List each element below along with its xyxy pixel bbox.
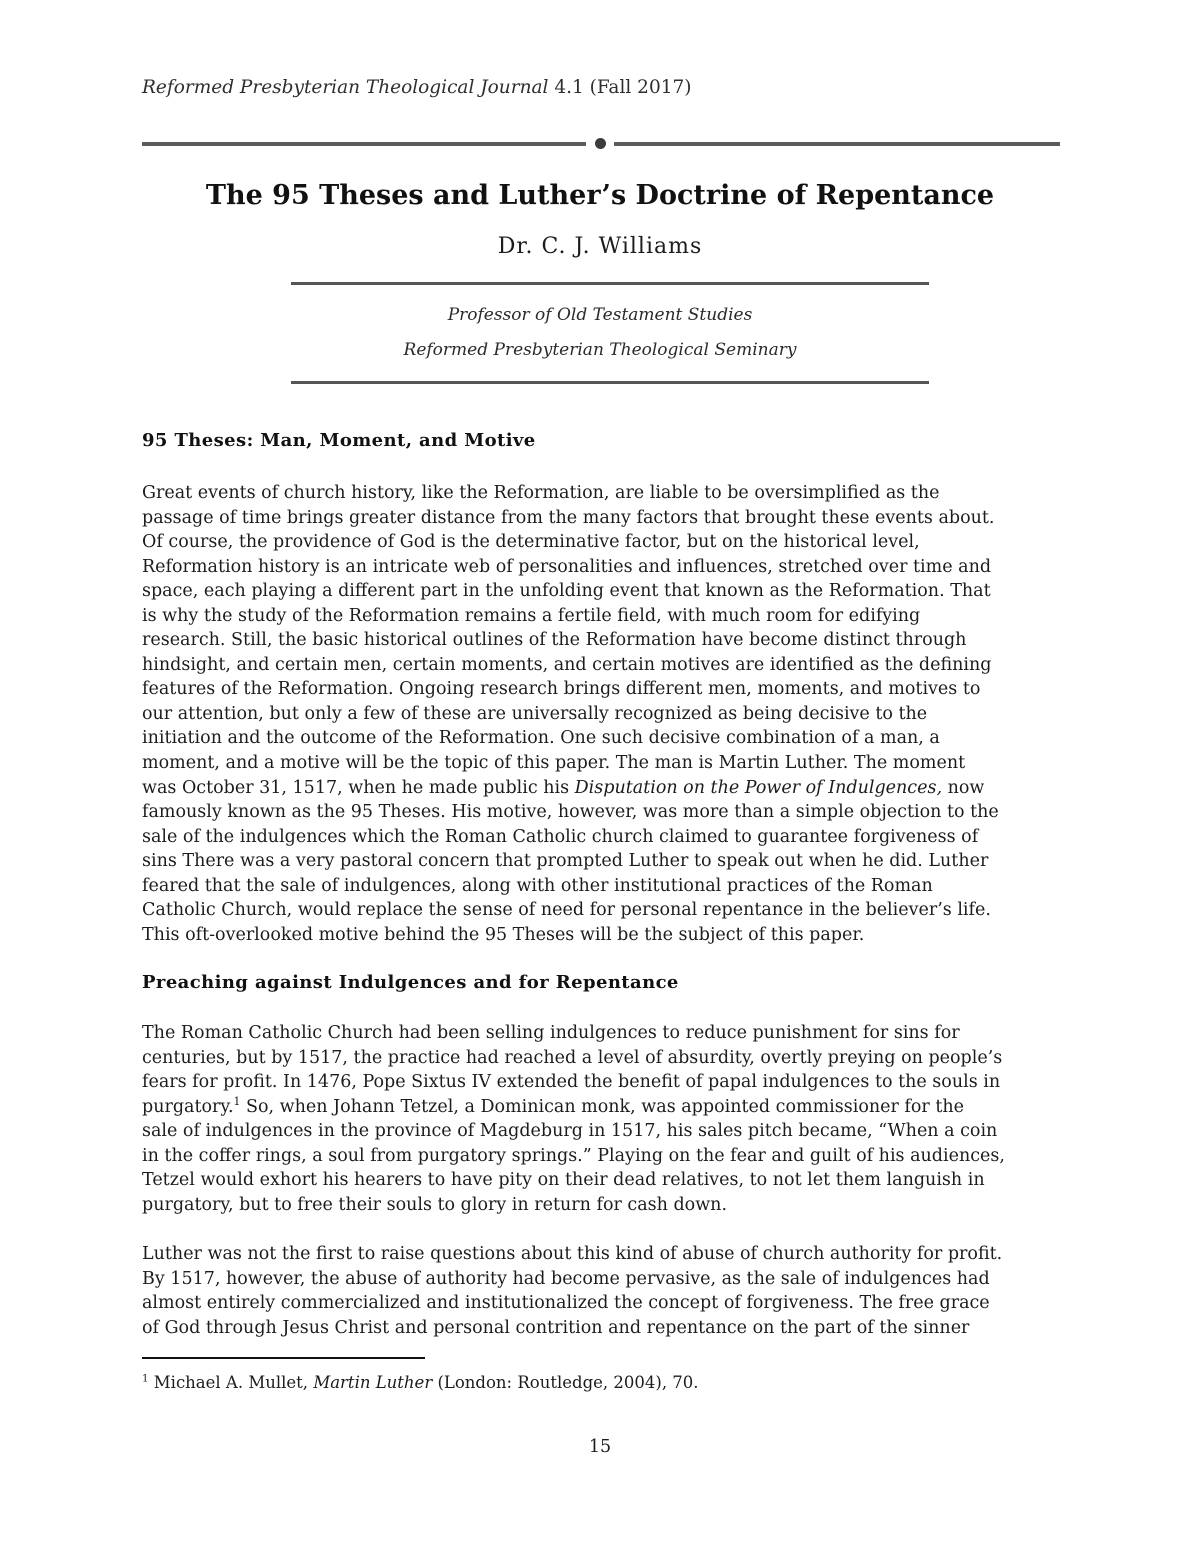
- paragraph: [142, 1242, 1060, 1340]
- text-run: of God through Jesus Christ and personal contrition and repentance on the part of the sinner: [142, 1317, 970, 1338]
- text-run: The Roman Catholic Church had been selling indulgences to reduce punishment for sins for: [142, 1023, 960, 1043]
- text-line: [142, 481, 1060, 506]
- text-run: Of course, the providence of God is the determinative factor, but on the historical level,: [142, 532, 920, 553]
- footnote-mark: 1: [142, 1373, 149, 1385]
- text-run: passage of time brings greater distance from the many factors that brought these events about.: [142, 507, 995, 528]
- text-run: sale of indulgences in the province of Magdeburg in 1517, his sales pitch became, “When a coin: [142, 1121, 998, 1142]
- text-line: [142, 1144, 1060, 1169]
- text-run: feared that the sale of indulgences, along with other institutional practices of the Roman: [142, 875, 933, 896]
- text-line: [142, 604, 1060, 629]
- text-run: our attention, but only a few of these are universally recognized as being decisive to the: [142, 703, 928, 724]
- footnote-author: Michael A. Mullet,: [153, 1373, 309, 1392]
- text-line: [142, 677, 1060, 702]
- text-run: space, each playing a different part in the unfolding event that known as the Reformation. That: [142, 581, 991, 602]
- author-institution: Reformed Presbyterian Theological Seminary: [403, 340, 797, 360]
- text-line: [142, 1242, 1060, 1267]
- text-run: is why the study of the Reformation remains a fertile field, with much room for edifying: [142, 605, 921, 626]
- text-line: [142, 1316, 1060, 1341]
- text-run: Great events of church history, like the Reformation, are liable to be oversimplified as the: [142, 483, 940, 503]
- footnote-publication: (London: Routledge, 2004), 70.: [437, 1373, 699, 1392]
- text-run: was October 31, 1517, when he made public his: [142, 777, 575, 798]
- journal-issue: 4.1 (Fall 2017): [554, 77, 692, 98]
- text-line: [142, 849, 1060, 874]
- affiliation-rule-bottom: [291, 381, 929, 384]
- text-line: [142, 751, 1060, 776]
- footnote-separator: [142, 1357, 425, 1359]
- text-run: fears for profit. In 1476, Pope Sixtus IV extended the benefit of papal indulgences to the souls in: [142, 1072, 1001, 1093]
- author-position: Professor of Old Testament Studies: [447, 305, 753, 325]
- text-line: [142, 923, 1060, 948]
- ornament-divider: [142, 138, 1060, 149]
- text-run: initiation and the outcome of the Reformation. One such decisive combination of a man, a: [142, 728, 940, 749]
- text-line: [142, 1168, 1060, 1193]
- text-line: [142, 1021, 1060, 1046]
- text-line: [142, 800, 1060, 825]
- italic-text: Disputation on the Power of Indulgences,: [574, 777, 943, 798]
- text-run: centuries, but by 1517, the practice had reached a level of absurdity, overtly preying on people’s: [142, 1047, 1003, 1068]
- section-heading: Preaching against Indulgences and for Repentance: [142, 972, 679, 993]
- text-run: sins There was a very pastoral concern that prompted Luther to speak out when he did. Luther: [142, 851, 989, 872]
- text-line: [142, 702, 1060, 727]
- section-heading: 95 Theses: Man, Moment, and Motive: [142, 430, 536, 451]
- divider-line-left: [142, 142, 586, 146]
- text-run: Luther was not the first to raise questions about this kind of abuse of church authority for profit.: [142, 1244, 1003, 1264]
- text-run: Reformation history is an intricate web of personalities and influences, stretched over time and: [142, 556, 992, 577]
- text-line: [142, 1193, 1060, 1218]
- divider-dot: [595, 138, 606, 149]
- text-run: famously known as the 95 Theses. His motive, however, was more than a simple objection to the: [142, 802, 999, 823]
- text-run: moment, and a motive will be the topic of this paper. The man is Martin Luther. The moment: [142, 753, 966, 774]
- text-line: [142, 530, 1060, 555]
- journal-name: Reformed Presbyterian Theological Journal: [142, 77, 549, 98]
- divider-line-right: [614, 142, 1060, 146]
- affiliation-rule-top: [291, 282, 929, 285]
- text-line: [142, 1267, 1060, 1292]
- text-run: purgatory, but to free their souls to glory in return for cash down.: [142, 1194, 728, 1215]
- footnote: [142, 1372, 1060, 1394]
- article-author: Dr. C. J. Williams: [497, 234, 703, 259]
- text-run: purgatory.: [142, 1096, 234, 1117]
- text-line: [142, 726, 1060, 751]
- text-line: [142, 653, 1060, 678]
- text-line: [142, 874, 1060, 899]
- text-run: This oft-overlooked motive behind the 95 Theses will be the subject of this paper.: [142, 924, 865, 945]
- text-run: features of the Reformation. Ongoing research brings different men, moments, and motives to: [142, 679, 981, 700]
- text-line: [142, 1046, 1060, 1071]
- text-line: [142, 506, 1060, 531]
- text-run: in the coffer rings, a soul from purgatory springs.” Playing on the fear and guilt of his audiences,: [142, 1145, 1005, 1166]
- running-header: [142, 76, 691, 100]
- text-run: almost entirely commercialized and institutionalized the concept of forgiveness. The free grace: [142, 1293, 990, 1314]
- text-run: now: [942, 777, 985, 798]
- footnote-book-title: Martin Luther: [313, 1373, 433, 1392]
- text-line: [142, 579, 1060, 604]
- text-run: research. Still, the basic historical outlines of the Reformation have become distinct through: [142, 630, 967, 651]
- text-line: [142, 1291, 1060, 1316]
- text-line: [142, 776, 1060, 801]
- paragraph: [142, 481, 1060, 947]
- text-run: So, when Johann Tetzel, a Dominican monk, was appointed commissioner for the: [240, 1096, 965, 1117]
- text-line: [142, 628, 1060, 653]
- page-number: 15: [588, 1437, 612, 1457]
- text-line: [142, 1095, 1060, 1120]
- text-line: [142, 898, 1060, 923]
- text-run: sale of the indulgences which the Roman Catholic church claimed to guarantee forgiveness of: [142, 826, 979, 847]
- text-line: [142, 1119, 1060, 1144]
- text-line: [142, 1070, 1060, 1095]
- text-run: Tetzel would exhort his hearers to have pity on their dead relatives, to not let them languish in: [142, 1170, 985, 1191]
- paragraph: [142, 1021, 1060, 1217]
- text-run: By 1517, however, the abuse of authority had become pervasive, as the sale of indulgences had: [142, 1268, 990, 1289]
- footnote-reference-mark: 1: [233, 1094, 241, 1108]
- text-run: Catholic Church, would replace the sense of need for personal repentance in the believer’s life.: [142, 900, 991, 921]
- article-title: The 95 Theses and Luther’s Doctrine of Repentance: [205, 180, 995, 211]
- text-line: [142, 825, 1060, 850]
- text-run: hindsight, and certain men, certain moments, and certain motives are identified as the defining: [142, 654, 992, 675]
- text-line: [142, 555, 1060, 580]
